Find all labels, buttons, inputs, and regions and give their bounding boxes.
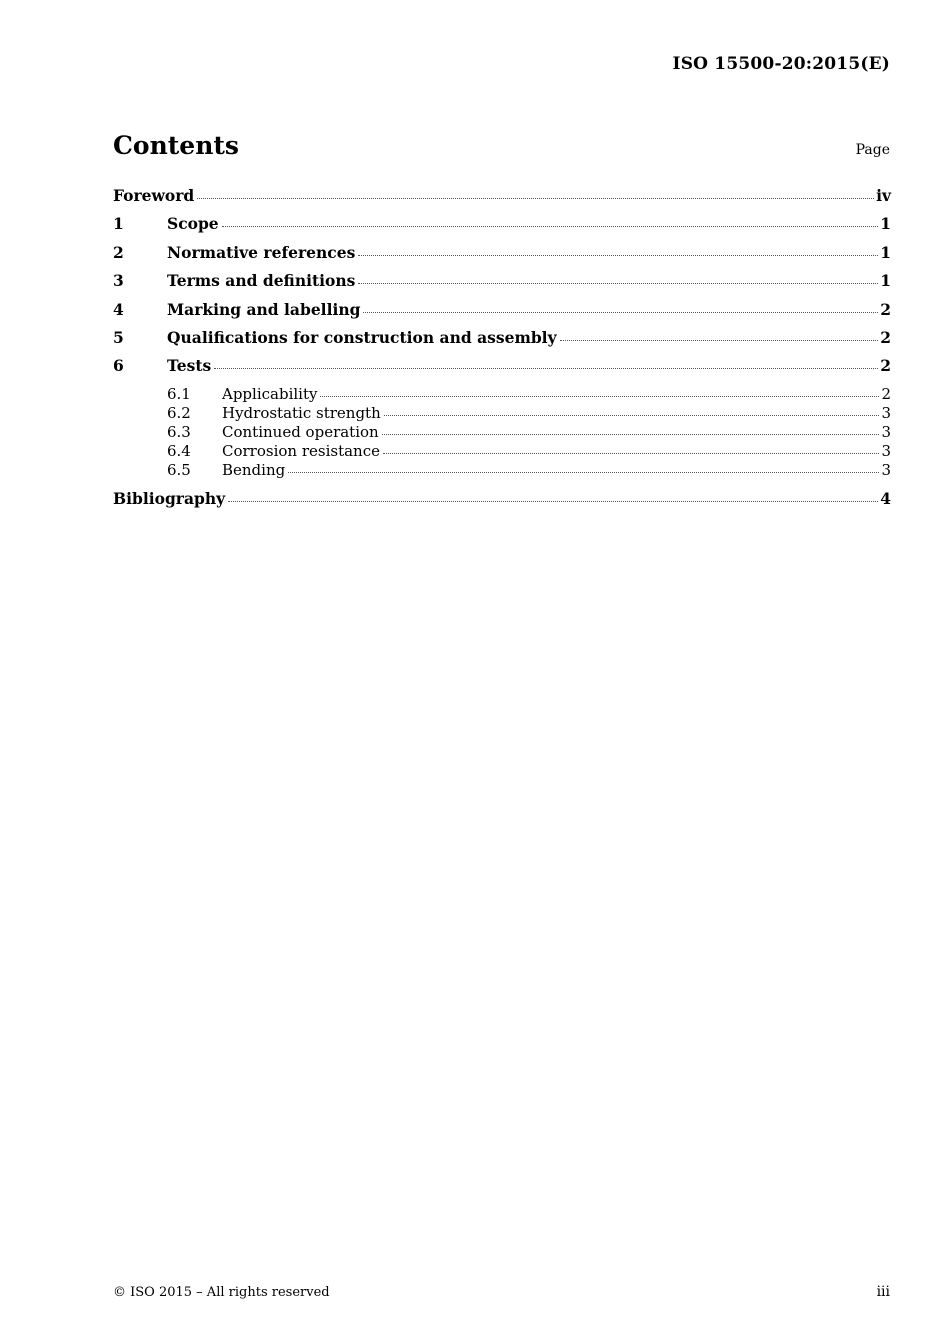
toc-entry-page: 3 bbox=[881, 423, 891, 442]
toc-entry-applicability[interactable] bbox=[113, 385, 891, 404]
toc-entry-marking-and-labelling[interactable] bbox=[113, 300, 891, 328]
toc-entry-page: 1 bbox=[880, 271, 891, 291]
toc-entry-number: 6.3 bbox=[167, 423, 191, 442]
toc-entry-number: 1 bbox=[113, 214, 124, 234]
toc-entry-corrosion-resistance[interactable] bbox=[113, 442, 891, 461]
dot-leader bbox=[363, 312, 878, 313]
toc-entry-number: 4 bbox=[113, 299, 124, 319]
toc-entry-title: Applicability bbox=[222, 384, 318, 403]
toc-entry-title: Corrosion resistance bbox=[222, 442, 380, 461]
toc-entry-scope[interactable] bbox=[113, 214, 891, 242]
toc-entry-number: 6 bbox=[113, 356, 124, 376]
dot-leader bbox=[214, 368, 878, 369]
toc-entry-number: 6.4 bbox=[167, 442, 191, 461]
toc-entry-page: 3 bbox=[881, 461, 891, 480]
page-column-label: Page bbox=[855, 142, 890, 158]
toc-entry-title: Foreword bbox=[113, 186, 195, 205]
toc-entry-title: Marking and labelling bbox=[167, 299, 361, 319]
toc-entry-page: 2 bbox=[881, 384, 891, 403]
toc-entry-number: 2 bbox=[113, 242, 124, 262]
toc-entry-number: 6.5 bbox=[167, 461, 191, 480]
toc-entry-title: Terms and definitions bbox=[167, 271, 356, 291]
document-id: ISO 15500-20:2015(E) bbox=[672, 54, 890, 74]
dot-leader bbox=[383, 453, 879, 454]
toc-entry-qualifications[interactable] bbox=[113, 328, 891, 356]
toc-entry-number: 6.1 bbox=[167, 384, 191, 403]
toc-entry-page: 2 bbox=[880, 327, 891, 347]
toc-entry-title: Scope bbox=[167, 214, 219, 234]
toc-entry-page: 3 bbox=[881, 403, 891, 422]
toc-entry-title: Hydrostatic strength bbox=[222, 403, 381, 422]
dot-leader bbox=[560, 340, 879, 341]
toc-entry-title: Qualifications for construction and assembly bbox=[167, 327, 557, 347]
dot-leader bbox=[197, 198, 874, 199]
dot-leader bbox=[384, 415, 880, 416]
toc-entry-foreword[interactable] bbox=[113, 186, 891, 214]
toc-entry-normative-references[interactable] bbox=[113, 243, 891, 271]
dot-leader bbox=[222, 226, 879, 227]
dot-leader bbox=[358, 255, 878, 256]
toc-entry-number: 3 bbox=[113, 271, 124, 291]
toc-entry-title: Bibliography bbox=[113, 489, 226, 509]
dot-leader bbox=[320, 396, 879, 397]
contents-title: Contents bbox=[113, 131, 240, 160]
toc-entry-tests[interactable] bbox=[113, 356, 891, 384]
footer-page-number: iii bbox=[876, 1284, 890, 1300]
toc-entry-page: 2 bbox=[880, 299, 891, 319]
toc-entry-number: 6.2 bbox=[167, 403, 191, 422]
toc-entry-title: Bending bbox=[222, 461, 286, 480]
toc-entry-title: Tests bbox=[167, 356, 212, 376]
dot-leader bbox=[228, 501, 878, 502]
toc-entry-page: 1 bbox=[880, 214, 891, 234]
toc-entry-terms-and-definitions[interactable] bbox=[113, 271, 891, 299]
toc-entry-bending[interactable] bbox=[113, 461, 891, 480]
toc-entry-page: 1 bbox=[880, 242, 891, 262]
footer-copyright: © ISO 2015 – All rights reserved bbox=[113, 1285, 330, 1300]
toc-entry-number: 5 bbox=[113, 327, 124, 347]
dot-leader bbox=[382, 434, 880, 435]
toc-entry-bibliography[interactable] bbox=[113, 489, 891, 517]
toc-entry-page: iv bbox=[876, 186, 891, 205]
dot-leader bbox=[288, 472, 879, 473]
toc-entry-title: Continued operation bbox=[222, 423, 379, 442]
toc-entry-page: 3 bbox=[881, 442, 891, 461]
toc-entry-hydrostatic-strength[interactable] bbox=[113, 404, 891, 423]
toc-entry-page: 4 bbox=[880, 489, 891, 509]
table-of-contents bbox=[113, 186, 891, 518]
toc-entry-continued-operation[interactable] bbox=[113, 423, 891, 442]
toc-entry-page: 2 bbox=[880, 356, 891, 376]
toc-entry-title: Normative references bbox=[167, 242, 356, 262]
dot-leader bbox=[358, 283, 878, 284]
